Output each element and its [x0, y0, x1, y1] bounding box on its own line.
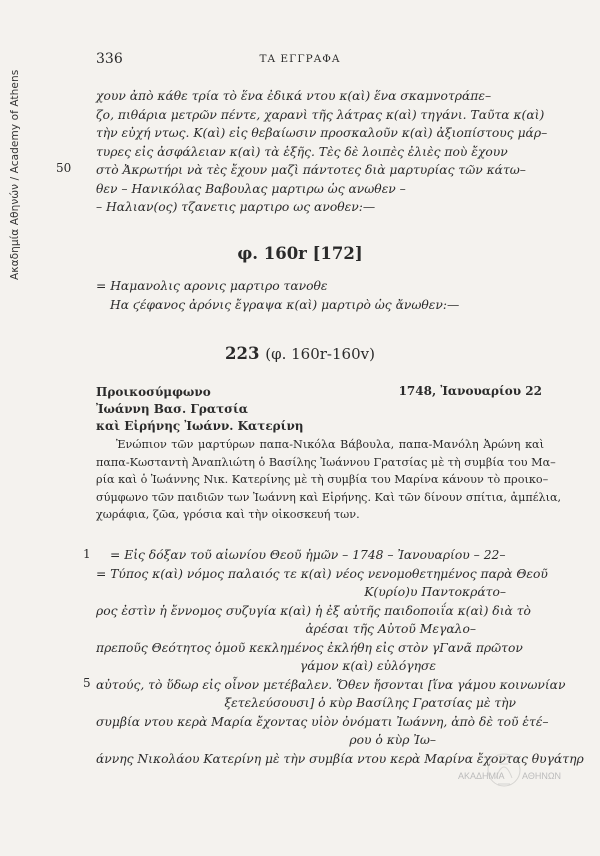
summary-line: χωράφια, ζῶα, γρόσια καὶ τὴν οἰκοσκευή των. [96, 508, 360, 522]
page-number: 336 [96, 51, 123, 67]
text-line: τὴν εὐχή ντως. Κ(αὶ) εἰς θεβαίωσιν προσκαλοῦν κ(αὶ) ἀξιοπίστους μάρ– [96, 126, 548, 140]
document-summary [96, 436, 562, 524]
text-line: γάμον κ(αὶ) εὐλόγησε [299, 659, 436, 673]
text-line: χουν ἀπὸ κάθε τρία τὸ ἕνα ἐδικά ντου κ(αὶ) ἕνα σκαμνοτράπε– [96, 89, 492, 103]
text-line: συμβία ντου κερὰ Μαρία ἔχοντας υἱὸν ὀνόματι Ἰωάννη, ἀπὸ δὲ τοῦ ἑτέ– [96, 714, 549, 729]
text-line: θεν – Ηανικόλας Βαβουλας μαρτιρω ὡς ανωθεν – [96, 181, 406, 196]
document-number: 223 [225, 344, 260, 363]
summary-line: Ἐνώπιον τῶν μαρτύρων παπα-Νικόλα Βάβουλα, παπα-Μανόλη Ἀρώνη καὶ [116, 438, 544, 451]
text-line: – Ηαλιαν(ος) τζανετις μαρτιρο ως ανοθεν:— [96, 200, 376, 214]
side-watermark-text: Ακαδημία Αθηνών / Academy of Athens [9, 69, 21, 280]
document-label-line: Ἰωάννη Βασ. Γρατσία [96, 402, 249, 416]
text-line: ἀρέσαι τῆς Αὐτοῦ Μεγαλο– [305, 622, 476, 636]
line-number: 5 [83, 676, 91, 690]
signature-line: Ηα ϛέφανος ἀρόνις ἔγραψα κ(αὶ) μαρτιρὸ ὡς ἄνωθεν:— [110, 297, 460, 312]
continuation-text [96, 87, 546, 217]
summary-line: ρία καὶ ὁ Ἰωάννης Νικ. Κατερίνης μὲ τὴ συμβία του Μαρίνα κάνουν τὸ προικο– [96, 473, 549, 487]
academy-seal-watermark [456, 748, 562, 804]
text-line: ζο, πιθάρια μετρῶν πέντε, χαρανὶ τῆς λάτρας κ(αὶ) τηγάνι. Ταῦτα κ(αὶ) [96, 107, 545, 122]
document-heading [0, 344, 600, 363]
text-line: στὸ Ἀκρωτήρι νὰ τὲς ἔχουν μαζὶ πάντοτες διὰ μαρτυρίας τῶν κάτω– [96, 163, 526, 177]
text-line: ξετελεύσουσι] ὁ κὺρ Βασίλης Γρατσίας μὲ τὴν [224, 696, 516, 710]
text-line: πρεποῦς Θεότητος ὁμοῦ κεκλημένος ἐκλήθη εἰς στὸν γΓανᾶ πρῶτον [96, 640, 523, 655]
line-number: 1 [83, 547, 91, 561]
text-line: άννης Νικολάου Κατερίνη μὲ τὴν συμβία ντου κερὰ Μαρίνα ἔχοντας θυγάτηρ [96, 751, 584, 766]
document-label-line: Προικοσύμφωνο [96, 385, 211, 399]
text-line: τυρες εἰς ἀσφάλειαν κ(αὶ) τὰ ἑξῆς. Τὲς δὲ λοιπὲς ἐλιὲς ποὺ ἔχουν [96, 144, 508, 159]
document-label [96, 384, 304, 435]
text-line: ρος ἐστὶν ἡ ἔννομος συζυγία κ(αὶ) ἡ ἐξ αὐτῆς παιδοποιΐα κ(αὶ) διὰ τὸ [96, 603, 531, 618]
summary-line: σύμφωνο τῶν παιδιῶν των Ἰωάννη καὶ Εἰρήνης. Καὶ τῶν δίνουν σπίτια, ἀμπέλια, [96, 490, 562, 504]
document-text [96, 546, 584, 768]
document-date: 1748, Ἰανουαρίου 22 [398, 384, 542, 398]
text-line: = Εἰς δόξαν τοῦ αἰωνίου Θεοῦ ἡμῶν – 1748 – Ἰανουαρίου – 22– [110, 548, 506, 562]
document-folio-ref: (φ. 160r-160v) [265, 345, 375, 363]
signature-block [96, 277, 546, 314]
summary-line: παπα-Κωσταντὴ Ἀναπλιώτη ὁ Βασίλης Ἰωάννου Γρατσίας μὲ τὴ συμβία του Μα– [96, 455, 556, 469]
folio-heading: φ. 160r [172] [237, 244, 363, 263]
seal-text-right: ΑΘΗΝΩΝ [522, 771, 562, 781]
seal-text-left: ΑΚΑΔΗΜΙΑ [458, 771, 505, 781]
text-line: = Τύπος κ(αὶ) νόμος παλαιός τε κ(αὶ) νέος νενομοθετημένος παρὰ Θεοῦ [96, 566, 548, 581]
signature-line: = Ηαμανολις αρονις μαρτιρο τανοθε [96, 279, 328, 293]
running-head: ΤΑ ΕΓΓΡΑΦΑ [259, 53, 341, 65]
text-line: ρου ὁ κὺρ Ἰω– [349, 733, 436, 747]
text-line: αὐτούς, τὸ ὕδωρ εἰς οἶνον μετέβαλεν. Ὅθεν ἤσονται [ἵνα γάμου κοινωνίαν [96, 677, 566, 692]
text-line: Κ(υρίο)υ Παντοκράτο– [364, 585, 506, 599]
document-label-line: καὶ Εἰρήνης Ἰωάνν. Κατερίνη [96, 419, 304, 433]
line-number: 50 [56, 161, 72, 175]
